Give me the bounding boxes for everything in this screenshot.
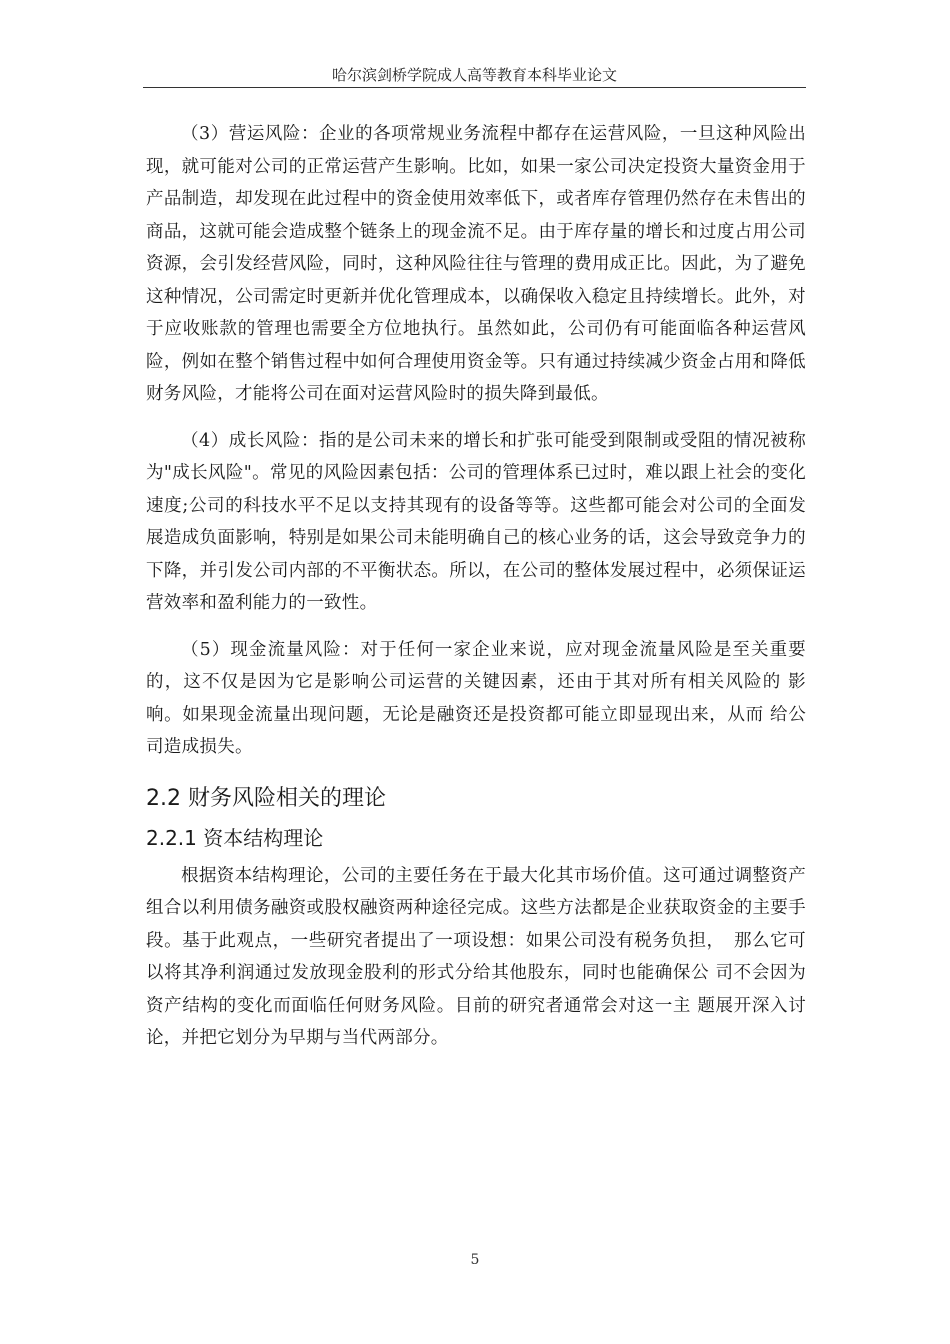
- paragraph-growth-risk: （4）成长风险：指的是公司未来的增长和扩张可能受到限制或受阻的情况被称为"成长风险"。常见的风险因素包括：公司的管理体系已过时，难以跟上社会的变化速度;公司的科技水平不足以支持其现有的设备等等。这些都可能会对公司的全面发展造成负面影响，特别是如果公司未能明确自己的核心业务的话，这会导致竞争力的下降，并引发公司内部的不平衡状态。所以，在公司的整体发展过程中，必须保证运营效率和盈利能力的一致性。: [146, 430, 806, 613]
- section-heading: 2.2 财务风险相关的理论: [146, 785, 386, 811]
- paragraph-cashflow-risk: （5）现金流量风险：对于任何一家企业来说，应对现金流量风险是至关重要的，这不仅是因为它是影响公司运营的关键因素，还由于其对所有相关风险的 影响。如果现金流量出现问题，无论是融资还是投资都可能立即显现出来，从而 给公司造成损失。: [146, 639, 806, 757]
- paragraph-capital-structure: 根据资本结构理论，公司的主要任务在于最大化其市场价值。这可通过调整资产组合以利用债务融资或股权融资两种途径完成。这些方法都是企业获取资金的主要手段。基于此观点，一些研究者提出了一项设想：如果公司没有税务负担， 那么它可以将其净利润通过发放现金股利的形式分给其他股东，同时也能确保公 司不会因为资产结构的变化而面临任何财务风险。目前的研究者通常会对这一主 题展开深入讨论，并把它划分为早期与当代两部分。: [146, 865, 806, 1048]
- paragraph-operating-risk: （3）营运风险：企业的各项常规业务流程中都存在运营风险，一旦这种风险出现，就可能对公司的正常运营产生影响。比如，如果一家公司决定投资大量资金用于产品制造，却发现在此过程中的资金使用效率低下，或者库存管理仍然存在未售出的商品，这就可能会造成整个链条上的现金流不足。由于库存量的增长和过度占用公司资源，会引发经营风险，同时，这种风险往往与管理的费用成正比。因此，为了避免这种情况，公司需定时更新并优化管理成本，以确保收入稳定且持续增长。此外，对于应收账款的管理也需要全方位地执行。虽然如此，公司仍有可能面临各种运营风险，例如在整个销售过程中如何合理使用资金等。只有通过持续减少资金占用和降低财务风险，才能将公司在面对运营风险时的损失降到最低。: [146, 124, 806, 404]
- page-number: 5: [470, 1252, 480, 1268]
- body-text: [146, 118, 806, 1069]
- subsection-heading: 2.2.1 资本结构理论: [146, 825, 324, 850]
- page-header: 哈尔滨剑桥学院成人高等教育本科毕业论文: [331, 66, 617, 84]
- header-divider: [143, 87, 806, 88]
